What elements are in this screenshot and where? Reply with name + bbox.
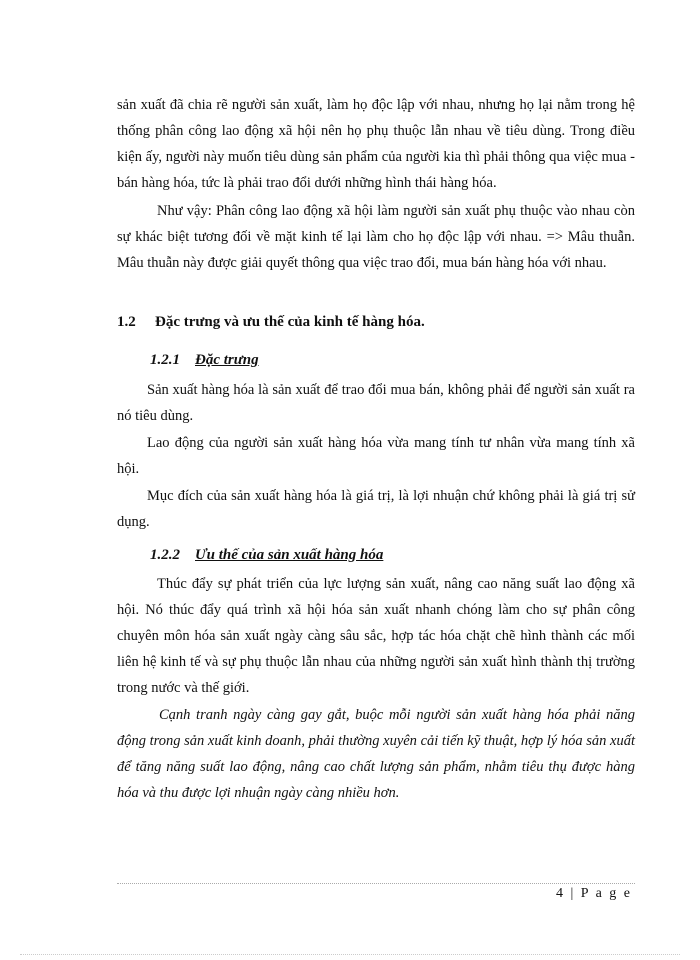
subsection-title: Ưu thế của sản xuất hàng hóa bbox=[195, 547, 384, 563]
section-heading-1-2 bbox=[117, 314, 425, 331]
paragraph-summary: Như vậy: Phân công lao động xã hội làm người sản xuất phụ thuộc vào nhau còn sự khác biệt tương đối về mặt kinh tế lại làm cho họ độc lập với nhau. => Mâu thuẫn. Mâu thuẫn này được giải quyết thông qua việc trao đổi, mua bán hàng hóa với nhau. bbox=[117, 203, 635, 271]
subsection-heading-1-2-1 bbox=[150, 352, 259, 369]
page-number: 4 | P a g e bbox=[556, 886, 632, 901]
paragraph-characteristic-1: Sản xuất hàng hóa là sản xuất để trao đổi mua bán, không phải để người sản xuất ra nó tiêu dùng. bbox=[117, 382, 635, 424]
section-number: 1.2 bbox=[117, 314, 136, 330]
subsection-heading-1-2-2 bbox=[150, 547, 383, 564]
subsection-number: 1.2.1 bbox=[150, 352, 180, 368]
paragraph-advantage-2: Cạnh tranh ngày càng gay gắt, buộc mỗi người sản xuất hàng hóa phải năng động trong sản xuất kinh doanh, phải thường xuyên cải tiến kỹ thuật, hợp lý hóa sản xuất để tăng năng suất lao động, nâng cao chất lượng sản phẩm, nhằm tiêu thụ được hàng hóa và thu được lợi nhuận ngày càng nhiều hơn. bbox=[117, 707, 635, 801]
footer-divider bbox=[117, 883, 635, 884]
paragraph-characteristic-2: Lao động của người sản xuất hàng hóa vừa mang tính tư nhân vừa mang tính xã hội. bbox=[117, 435, 635, 477]
paragraph-characteristic-3: Mục đích của sản xuất hàng hóa là giá trị, là lợi nhuận chứ không phải là giá trị sử dụng. bbox=[117, 488, 635, 530]
paragraph-advantage-1: Thúc đẩy sự phát triển của lực lượng sản xuất, nâng cao năng suất lao động xã hội. Nó thúc đẩy quá trình xã hội hóa sản xuất nhanh chóng làm cho sự phân công chuyên môn hóa sản xuất ngày càng sâu sắc, hợp tác hóa chặt chẽ hình thành các mối liên hệ kinh tế và sự phụ thuộc lẫn nhau của những người sản xuất hình thành thị trường trong nước và thế giới. bbox=[117, 576, 635, 696]
subsection-title: Đặc trưng bbox=[195, 352, 259, 368]
section-title: Đặc trưng và ưu thế của kinh tế hàng hóa. bbox=[155, 314, 425, 330]
subsection-number: 1.2.2 bbox=[150, 547, 180, 563]
page-bottom-rule bbox=[20, 954, 680, 955]
paragraph-intro: sản xuất đã chia rẽ người sản xuất, làm họ độc lập với nhau, nhưng họ lại nằm trong hệ thống phân công lao động xã hội nên họ phụ thuộc lẫn nhau về tiêu dùng. Trong điều kiện ấy, người này muốn tiêu dùng sản phẩm của người kia thì phải thông qua việc mua - bán hàng hóa, tức là phải trao đổi dưới những hình thái hàng hóa. bbox=[117, 97, 635, 191]
